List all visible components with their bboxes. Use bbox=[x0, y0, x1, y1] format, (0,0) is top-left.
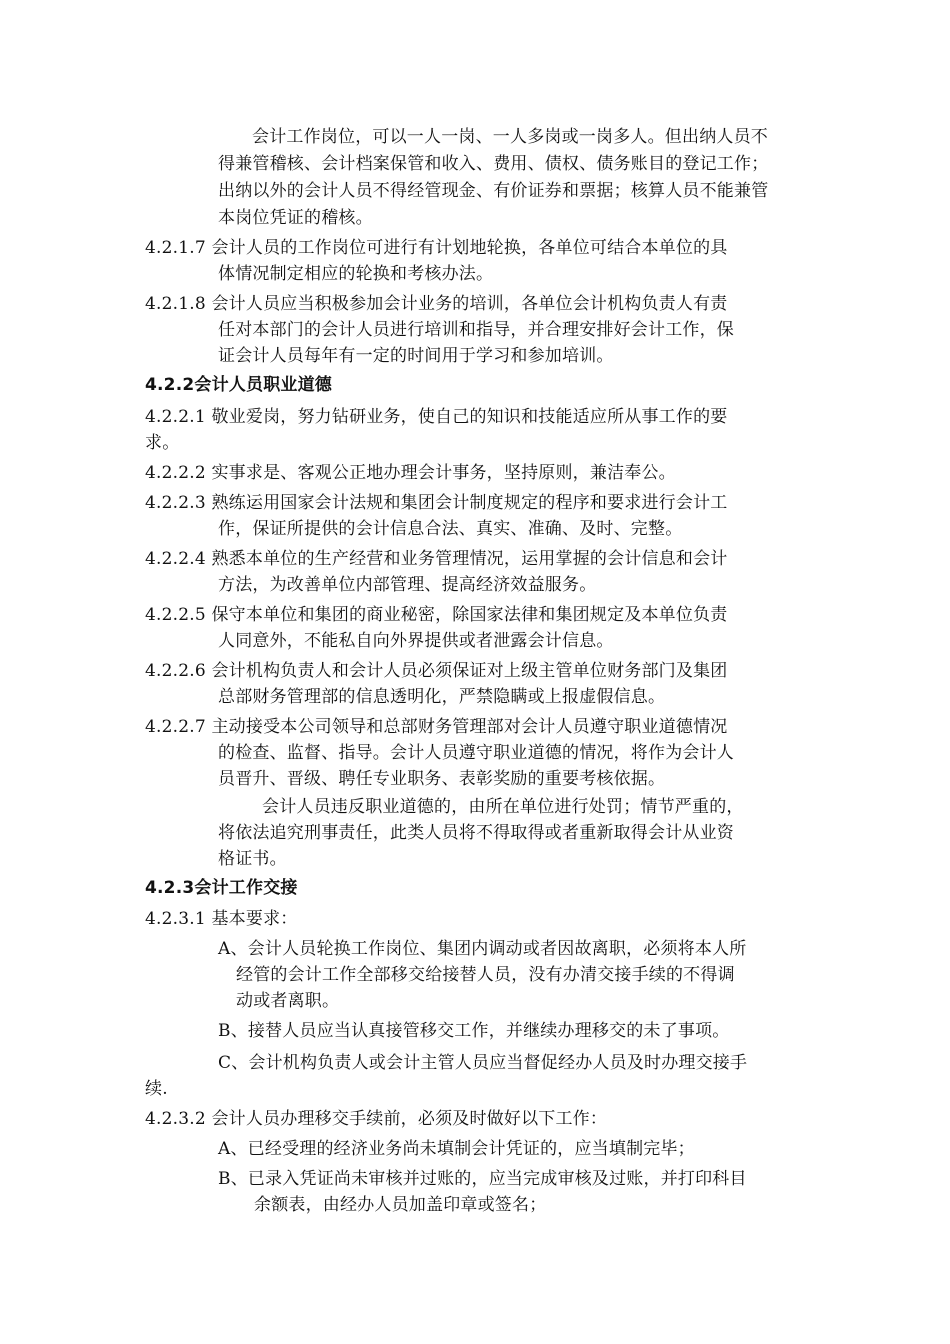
paragraph-line: 将依法追究刑事责任，此类人员将不得取得或者重新取得会计从业资 bbox=[218, 823, 734, 843]
paragraph-line: 得兼管稽核、会计档案保管和收入、费用、债权、债务账目的登记工作； bbox=[218, 154, 769, 174]
paragraph-line: 员晋升、晋级、聘任专业职务、表彰奖励的重要考核依据。 bbox=[218, 769, 666, 789]
paragraph-line: 方法，为改善单位内部管理、提高经济效益服务。 bbox=[218, 575, 597, 595]
paragraph-line: 作，保证所提供的会计信息合法、真实、准确、及时、完整。 bbox=[218, 519, 683, 539]
paragraph-line: 求。 bbox=[145, 433, 180, 453]
clause-4-2-3-1: 4.2.3.1 基本要求： bbox=[145, 909, 298, 929]
list-item-c: C、会计机构负责人或会计主管人员应当督促经办人员及时办理交接手 bbox=[218, 1053, 748, 1073]
paragraph-line: 本岗位凭证的稽核。 bbox=[218, 208, 373, 228]
paragraph-line: 续. bbox=[145, 1079, 168, 1099]
paragraph-line: 体情况制定相应的轮换和考核办法。 bbox=[218, 264, 494, 284]
list-item-a: A、会计人员轮换工作岗位、集团内调动或者因故离职，必须将本人所 bbox=[218, 939, 747, 959]
clause-4-2-1-7: 4.2.1.7 会计人员的工作岗位可进行有计划地轮换，各单位可结合本单位的具 bbox=[145, 238, 728, 258]
clause-4-2-2-5: 4.2.2.5 保守本单位和集团的商业秘密，除国家法律和集团规定及本单位负责 bbox=[145, 605, 728, 625]
clause-4-2-2-6: 4.2.2.6 会计机构负责人和会计人员必须保证对上级主管单位财务部门及集团 bbox=[145, 661, 728, 681]
clause-4-2-2-2: 4.2.2.2 实事求是、客观公正地办理会计事务，坚持原则，兼洁奉公。 bbox=[145, 463, 676, 483]
section-heading-4-2-2: 4.2.2会计人员职业道德 bbox=[145, 375, 333, 395]
paragraph-line: 会计人员违反职业道德的，由所在单位进行处罚；情节严重的， bbox=[262, 797, 744, 817]
paragraph-line: 证会计人员每年有一定的时间用于学习和参加培训。 bbox=[218, 346, 614, 366]
paragraph-line: 总部财务管理部的信息透明化，严禁隐瞒或上报虚假信息。 bbox=[218, 687, 666, 707]
paragraph-line: 出纳以外的会计人员不得经管现金、有价证券和票据；核算人员不能兼管 bbox=[218, 181, 769, 201]
clause-4-2-2-4: 4.2.2.4 熟悉本单位的生产经营和业务管理情况，运用掌握的会计信息和会计 bbox=[145, 549, 728, 569]
paragraph-line: 任对本部门的会计人员进行培训和指导，并合理安排好会计工作，保 bbox=[218, 320, 734, 340]
paragraph-line: 动或者离职。 bbox=[236, 991, 340, 1011]
paragraph-line: 经管的会计工作全部移交给接替人员，没有办清交接手续的不得调 bbox=[236, 965, 735, 985]
paragraph-line: 人同意外，不能私自向外界提供或者泄露会计信息。 bbox=[218, 631, 614, 651]
paragraph-line: 会计工作岗位，可以一人一岗、一人多岗或一岗多人。但出纳人员不 bbox=[252, 127, 768, 147]
list-item-b: B、接替人员应当认真接管移交工作，并继续办理移交的未了事项。 bbox=[218, 1021, 730, 1041]
list-item-b: B、已录入凭证尚未审核并过账的，应当完成审核及过账，并打印科目 bbox=[218, 1169, 747, 1189]
list-item-a: A、已经受理的经济业务尚未填制会计凭证的，应当填制完毕； bbox=[218, 1139, 695, 1159]
paragraph-line: 余额表，由经办人员加盖印章或签名； bbox=[254, 1195, 547, 1215]
clause-4-2-2-7: 4.2.2.7 主动接受本公司领导和总部财务管理部对会计人员遵守职业道德情况 bbox=[145, 717, 728, 737]
clause-4-2-2-3: 4.2.2.3 熟练运用国家会计法规和集团会计制度规定的程序和要求进行会计工 bbox=[145, 493, 728, 513]
paragraph-line: 的检查、监督、指导。会计人员遵守职业道德的情况，将作为会计人 bbox=[218, 743, 734, 763]
clause-4-2-2-1: 4.2.2.1 敬业爱岗，努力钻研业务，使自己的知识和技能适应所从事工作的要 bbox=[145, 407, 728, 427]
section-heading-4-2-3: 4.2.3会计工作交接 bbox=[145, 878, 298, 898]
clause-4-2-3-2: 4.2.3.2 会计人员办理移交手续前，必须及时做好以下工作： bbox=[145, 1109, 608, 1129]
paragraph-line: 格证书。 bbox=[218, 849, 287, 869]
clause-4-2-1-8: 4.2.1.8 会计人员应当积极参加会计业务的培训，各单位会计机构负责人有责 bbox=[145, 294, 728, 314]
